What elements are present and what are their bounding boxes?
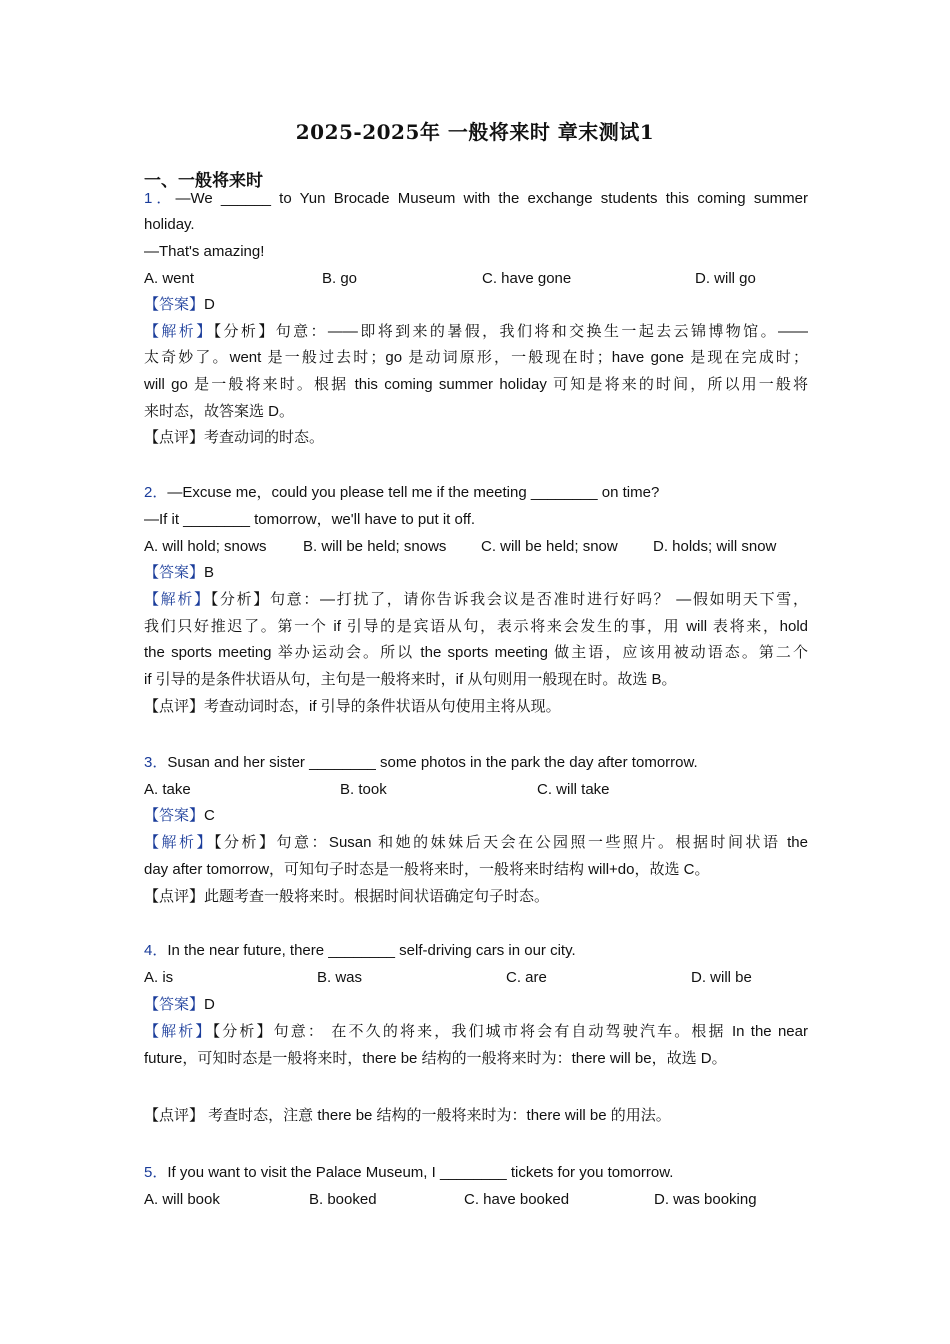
question-2-reply: —If it ________ tomorrow，we'll have to put it off. xyxy=(144,511,476,528)
comment-line: 【点评】考查动词时态，if 引导的条件状语从句使用主将从现。 xyxy=(144,698,561,715)
answer-line xyxy=(144,995,808,1015)
comment-line: 【点评】此题考查一般将来时。根据时间状语确定句子时态。 xyxy=(144,888,550,905)
question-5-stem xyxy=(144,1163,808,1183)
question-1-stem xyxy=(144,189,808,209)
answer-line xyxy=(144,295,808,315)
option-c: C. are xyxy=(506,969,547,986)
option-c: C. have booked xyxy=(464,1191,570,1208)
option-d: D. was booking xyxy=(654,1191,757,1208)
question-text: If you want to visit the Palace Museum, I ________ tickets for you tomorrow. xyxy=(167,1164,674,1181)
analysis-tag: 【解析】 xyxy=(144,1023,213,1040)
analysis-line: will go 是一般将来时。根据 this coming summer holiday 可知是将来的时间，所以用一般将 xyxy=(144,376,808,393)
option-b: B. will be held; snows xyxy=(303,538,447,555)
question-4-stem xyxy=(144,941,808,961)
analysis-line: if 引导的是条件状语从句，主句是一般将来时，if 从句则用一般现在时。故选 B。 xyxy=(144,671,677,688)
analysis-tag: 【解析】 xyxy=(144,323,214,340)
question-number: 2． xyxy=(144,484,168,501)
option-a: A. went xyxy=(144,270,195,287)
answer-tag: 【答案】 xyxy=(144,296,205,313)
option-c: C. will take xyxy=(537,781,610,798)
option-d: D. will be xyxy=(691,969,752,986)
option-d: D. holds; will snow xyxy=(653,538,777,555)
analysis-line xyxy=(144,322,808,342)
question-number: 1． xyxy=(144,190,176,207)
analysis-text: 【分析】句意：——即将到来的暑假，我们将和交换生一起去云锦博物馆。—— xyxy=(213,323,808,340)
answer-tag: 【答案】 xyxy=(144,996,205,1013)
comment-line: 【点评】考查动词的时态。 xyxy=(144,429,325,446)
analysis-tag: 【解析】 xyxy=(144,834,214,851)
answer-value: D xyxy=(204,996,215,1013)
option-a: A. take xyxy=(144,781,191,798)
analysis-line: the sports meeting 举办运动会。所以 the sports meeting 做主语，应该用被动语态。第二个 xyxy=(144,644,808,661)
analysis-text: 【分析】句意：Susan 和她的妹妹后天会在公园照一些照片。根据时间状语 the xyxy=(213,834,808,851)
question-1-stem-cont: holiday. xyxy=(144,216,195,233)
question-text: Susan and her sister ________ some photos in the park the day after tomorrow. xyxy=(167,754,698,771)
comment-line: 【点评】 考查时态，注意 there be 结构的一般将来时为：there will be 的用法。 xyxy=(144,1107,671,1124)
answer-line xyxy=(144,563,808,583)
analysis-line xyxy=(144,833,808,853)
question-text: In the near future, there ________ self-driving cars in our city. xyxy=(167,942,576,959)
option-b: B. took xyxy=(340,781,387,798)
analysis-line: 来时态，故答案选 D。 xyxy=(144,403,295,420)
analysis-line: 我们只好推迟了。第一个 if 引导的是宾语从句，表示将来会发生的事，用 will 表将来，hold xyxy=(144,618,808,635)
question-number: 3． xyxy=(144,754,168,771)
question-number: 4． xyxy=(144,942,168,959)
answer-tag: 【答案】 xyxy=(144,807,205,824)
question-1-reply: —That's amazing! xyxy=(144,243,265,260)
analysis-line: future，可知时态是一般将来时，there be 结构的一般将来时为：there will be，故选 D。 xyxy=(144,1050,727,1067)
analysis-line xyxy=(144,1022,808,1042)
option-d: D. will go xyxy=(695,270,756,287)
answer-value: D xyxy=(204,296,215,313)
analysis-text: 【分析】句意： 在不久的将来，我们城市将会有自动驾驶汽车。根据 In the near xyxy=(212,1023,808,1040)
question-2-stem xyxy=(144,483,808,503)
analysis-tag: 【解析】 xyxy=(144,591,211,608)
analysis-text: 【分析】句意：—打扰了，请你告诉我会议是否准时进行好吗？ —假如明天下雪， xyxy=(210,591,808,608)
question-text: —We ______ to Yun Brocade Museum with the exchange students this coming summer xyxy=(175,190,808,207)
answer-line xyxy=(144,806,808,826)
question-number: 5． xyxy=(144,1164,168,1181)
option-c: C. will be held; snow xyxy=(481,538,618,555)
analysis-line: 太奇妙了。went 是一般过去时；go 是动词原形，一般现在时；have gone 是现在完成时； xyxy=(144,349,808,366)
answer-tag: 【答案】 xyxy=(144,564,205,581)
option-a: A. is xyxy=(144,969,174,986)
analysis-line: day after tomorrow，可知句子时态是一般将来时，一般将来时结构 will+do，故选 C。 xyxy=(144,861,710,878)
option-b: B. go xyxy=(322,270,358,287)
option-b: B. booked xyxy=(309,1191,377,1208)
question-text: —Excuse me，could you please tell me if the meeting ________ on time? xyxy=(167,484,660,501)
option-c: C. have gone xyxy=(482,270,572,287)
section-heading: 一、一般将来时 xyxy=(144,171,263,191)
analysis-line xyxy=(144,590,808,610)
option-b: B. was xyxy=(317,969,363,986)
option-a: A. will book xyxy=(144,1191,220,1208)
answer-value: C xyxy=(204,807,215,824)
page-title: 2025-2025年 一般将来时 章末测试1 xyxy=(295,120,655,144)
answer-value: B xyxy=(204,564,215,581)
option-a: A. will hold; snows xyxy=(144,538,267,555)
question-3-stem xyxy=(144,753,808,773)
